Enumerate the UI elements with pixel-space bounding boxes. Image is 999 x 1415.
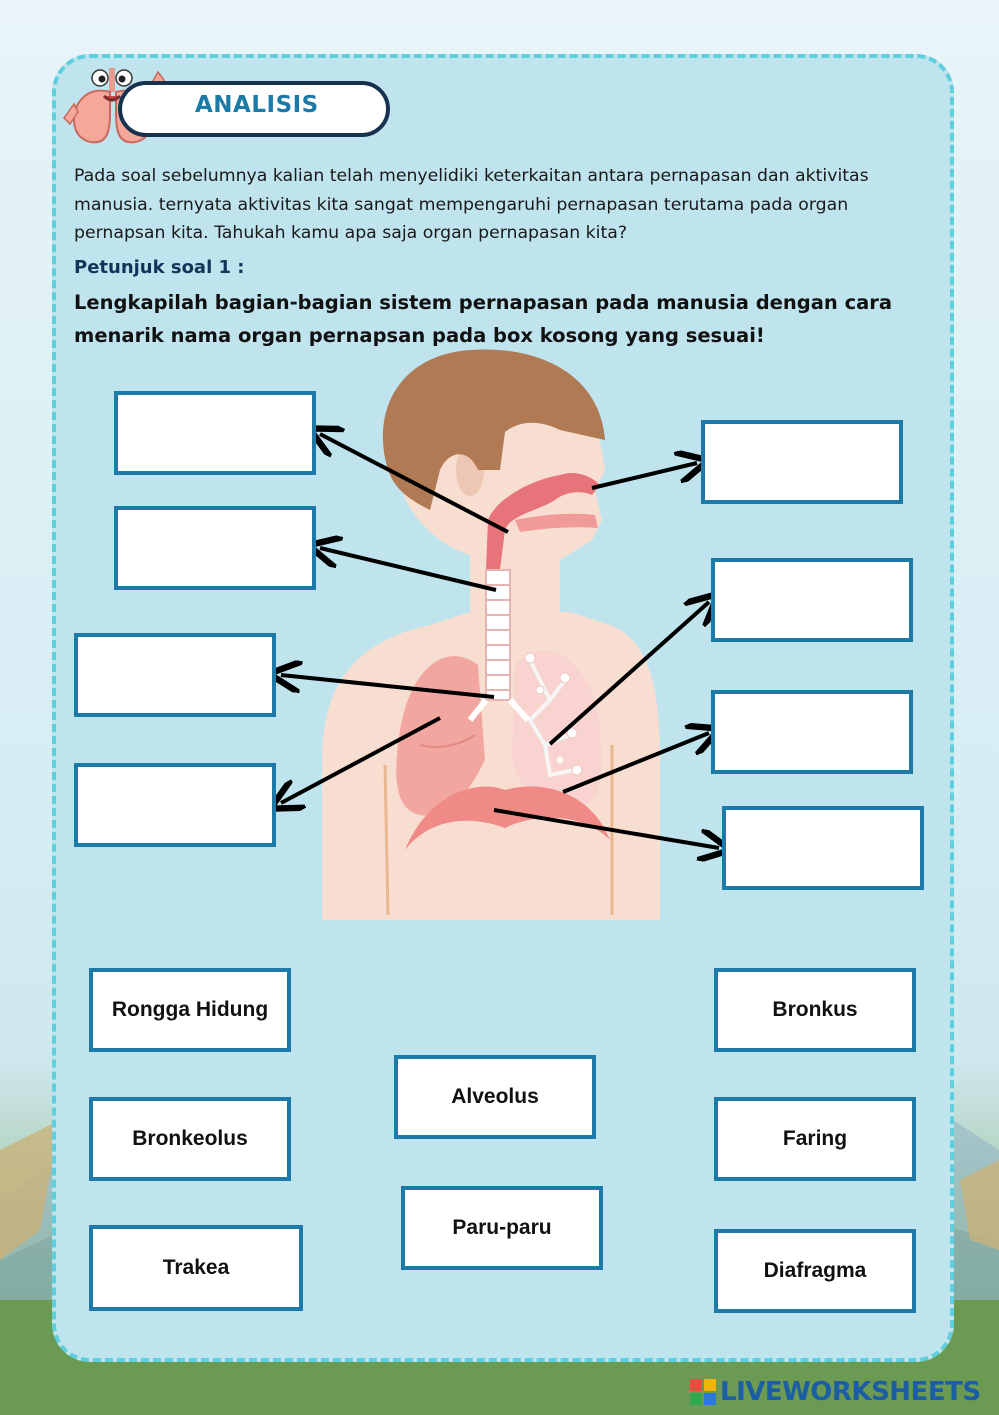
option-diafragma[interactable]: Diafragma — [714, 1229, 916, 1313]
brand-name: LIVEWORKSHEETS — [720, 1377, 981, 1407]
intro-paragraph: Pada soal sebelumnya kalian telah menyelidiki keterkaitan antara pernapasan dan aktivitas manusia. ternyata aktivitas kita sangat mempengaruhi pernapasan terutama pada organ pernapsan kita. Tahukah kamu apa saja organ pernapasan kita? — [74, 166, 869, 243]
option-bronkeolus[interactable]: Bronkeolus — [89, 1097, 291, 1181]
option-alveolus[interactable]: Alveolus — [394, 1055, 596, 1139]
answer-box-6[interactable] — [711, 558, 913, 642]
answer-box-2[interactable] — [114, 506, 316, 590]
answer-box-4[interactable] — [74, 763, 276, 847]
instruction-text: Lengkapilah bagian-bagian sistem pernapasan pada manusia dengan cara menarik nama organ pernapsan pada box kosong yang sesuai! — [74, 291, 893, 347]
option-bronkus[interactable]: Bronkus — [714, 968, 916, 1052]
answer-box-5[interactable] — [701, 420, 903, 504]
option-rongga-hidung[interactable]: Rongga Hidung — [89, 968, 291, 1052]
answer-box-3[interactable] — [74, 633, 276, 717]
option-paru-paru[interactable]: Paru-paru — [401, 1186, 603, 1270]
hint-title: Petunjuk soal 1 : — [74, 257, 245, 278]
liveworksheets-mark-icon — [690, 1379, 716, 1405]
option-faring[interactable]: Faring — [714, 1097, 916, 1181]
liveworksheets-logo[interactable] — [690, 1374, 981, 1410]
answer-box-1[interactable] — [114, 391, 316, 475]
answer-box-8[interactable] — [722, 806, 924, 890]
arrow-to-blank-5 — [592, 463, 697, 488]
answer-box-7[interactable] — [711, 690, 913, 774]
page-title: ANALISIS — [195, 92, 319, 118]
option-trakea[interactable]: Trakea — [89, 1225, 303, 1311]
